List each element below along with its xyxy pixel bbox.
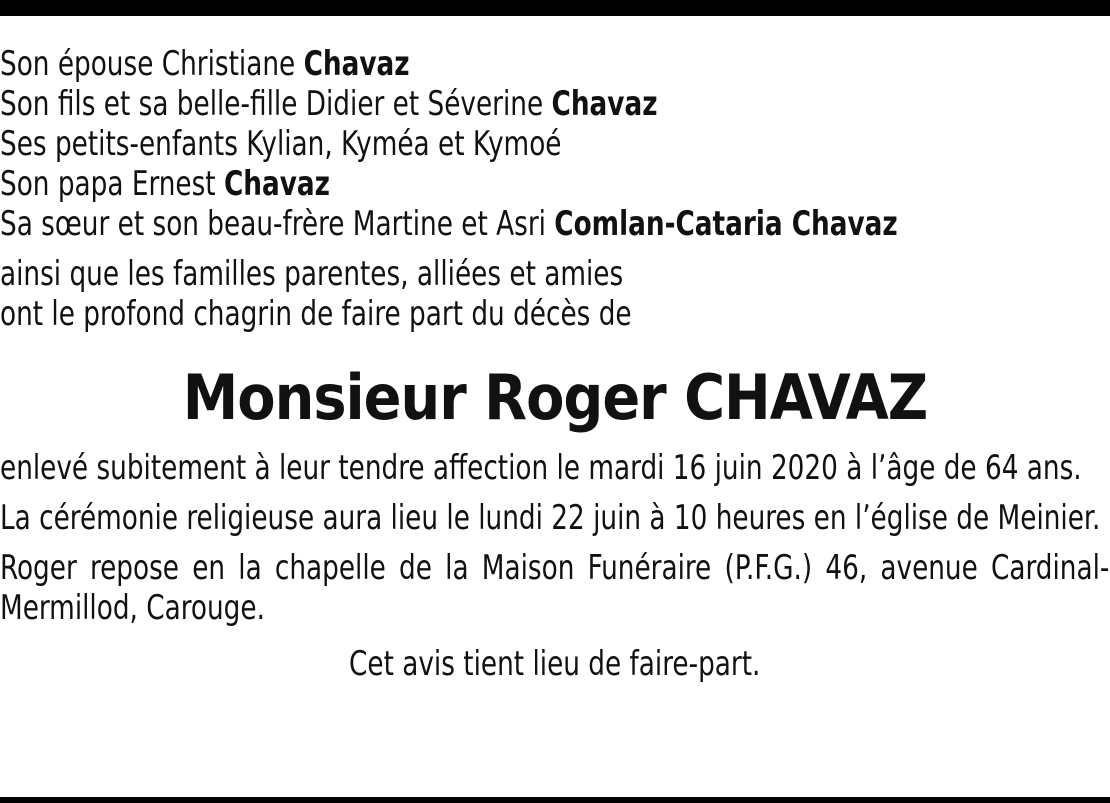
family-text: Sa sœur et son beau-frère Martine et Asri	[0, 204, 555, 244]
family-line	[0, 84, 955, 124]
family-surname: Chavaz	[551, 84, 658, 124]
intro-line: ont le profond chagrin de faire part du décès de	[0, 294, 632, 334]
notice-paragraph: La cérémonie religieuse aura lieu le lundi 22 juin à 10 heures en l’église de Meinier.	[0, 498, 1101, 538]
top-rule	[0, 0, 1110, 16]
notice-paragraph: enlevé subitement à leur tendre affection le mardi 16 juin 2020 à l’âge de 64 ans.	[0, 448, 1082, 488]
family-text: Son fils et sa belle-fille Didier et Séverine	[0, 84, 552, 124]
family-line	[0, 44, 955, 84]
closing-line: Cet avis tient lieu de faire-part.	[349, 644, 761, 684]
family-list	[0, 44, 955, 334]
family-surname: Chavaz	[303, 44, 410, 84]
notice-body	[0, 448, 1109, 684]
notice-paragraph: Roger repose en la chapelle de la Maison Funéraire (P.F.G.) 46, avenue Cardinal-Mermillod, Carouge.	[0, 548, 1110, 628]
family-text: Son épouse Christiane	[0, 44, 304, 84]
family-surname: Comlan-Cataria Chavaz	[554, 204, 898, 244]
bottom-rule	[0, 797, 1110, 803]
deceased-name: Monsieur Roger CHAVAZ	[182, 361, 928, 434]
family-surname: Chavaz	[223, 164, 330, 204]
intro-line: ainsi que les familles parentes, alliées et amies	[0, 254, 624, 294]
family-line	[0, 204, 955, 244]
family-text: Son papa Ernest	[0, 164, 224, 204]
family-line	[0, 164, 955, 204]
family-text: Ses petits-enfants Kylian, Kyméa et Kymoé	[0, 124, 562, 164]
family-line	[0, 124, 955, 164]
